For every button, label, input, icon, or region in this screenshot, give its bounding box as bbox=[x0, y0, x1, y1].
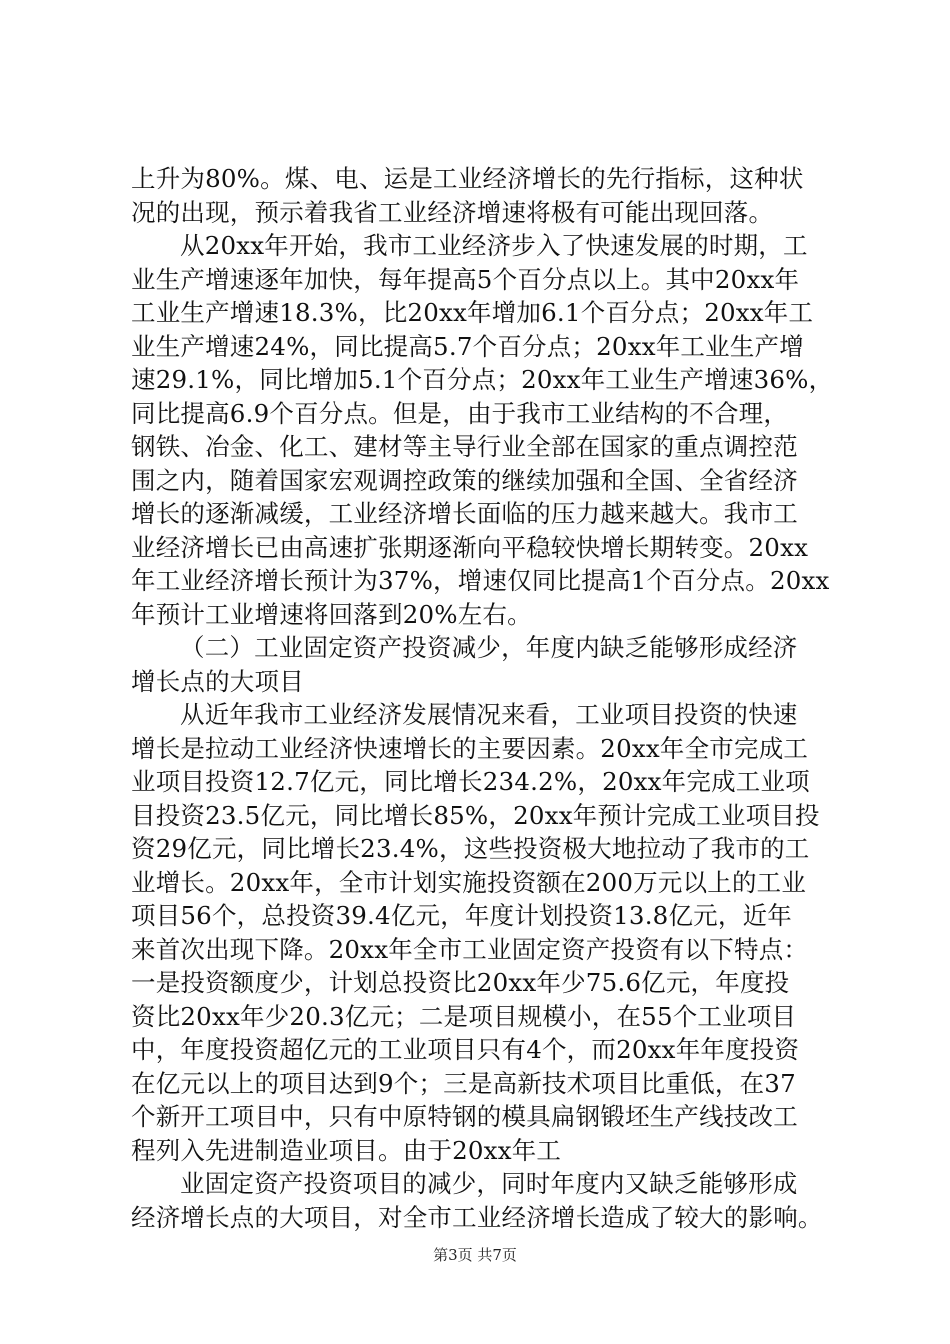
text-line: 业项目投资12.7亿元，同比增长234.2%，20xx年完成工业项 bbox=[131, 767, 810, 796]
section-heading-line: （二）工业固定资产投资减少，年度内缺乏能够形成经济 bbox=[180, 633, 798, 662]
text-line: 速29.1%，同比增加5.1个百分点；20xx年工业生产增速36%， bbox=[131, 365, 834, 394]
text-line: 工业生产增速18.3%，比20xx年增加6.1个百分点；20xx年工 bbox=[131, 298, 814, 327]
text-line: 经济增长点的大项目，对全市工业经济增长造成了较大的影响。 bbox=[131, 1202, 823, 1232]
text-line: 围之内，随着国家宏观调控政策的继续加强和全国、全省经济 bbox=[131, 465, 798, 495]
text-line: 年预计工业增速将回落到20%左右。 bbox=[131, 599, 532, 629]
text-line: 业生产增速逐年加快，每年提高5个百分点以上。其中20xx年 bbox=[131, 264, 800, 294]
text-line: 业经济增长已由高速扩张期逐渐向平稳较快增长期转变。20xx bbox=[131, 532, 809, 562]
text-line: 一是投资额度少，计划总投资比20xx年少75.6亿元，年度投 bbox=[131, 968, 790, 997]
text-line: 况的出现，预示着我省工业经济增速将极有可能出现回落。 bbox=[131, 197, 774, 227]
text-line: 增长是拉动工业经济快速增长的主要因素。20xx年全市完成工 bbox=[131, 733, 809, 763]
text-line: 业生产增速24%，同比提高5.7个百分点；20xx年工业生产增 bbox=[131, 331, 804, 361]
text-line: 增长的逐渐减缓，工业经济增长面临的压力越来越大。我市工 bbox=[131, 499, 798, 528]
text-line: 中，年度投资超亿元的工业项目只有4个，而20xx年年度投资 bbox=[131, 1035, 800, 1064]
paragraph-start-line: 业固定资产投资项目的减少，同时年度内又缺乏能够形成 bbox=[180, 1169, 798, 1198]
text-line: 上升为80%。煤、电、运是工业经济增长的先行指标，这种状 bbox=[131, 164, 804, 193]
text-line: 个新开工项目中，只有中原特钢的模具扁钢锻坯生产线技改工 bbox=[131, 1102, 798, 1131]
page-footer: 第3页 共7页 bbox=[433, 1246, 517, 1264]
text-line: 来首次出现下降。20xx年全市工业固定资产投资有以下特点： bbox=[131, 934, 809, 964]
text-line: 资比20xx年少20.3亿元；二是项目规模小，在55个工业项目 bbox=[131, 1001, 797, 1031]
text-line: 年工业经济增长预计为37%，增速仅同比提高1个百分点。20xx bbox=[131, 566, 830, 595]
paragraph-start-line: 从20xx年开始，我市工业经济步入了快速发展的时期，工 bbox=[180, 231, 808, 260]
text-line: 同比提高6.9个百分点。但是，由于我市工业结构的不合理， bbox=[131, 398, 789, 428]
text-line: 业增长。20xx年，全市计划实施投资额在200万元以上的工业 bbox=[131, 867, 807, 897]
text-line: 程列入先进制造业项目。由于20xx年工 bbox=[131, 1135, 562, 1165]
text-line: 目投资23.5亿元，同比增长85%，20xx年预计完成工业项目投 bbox=[131, 800, 820, 830]
section-heading-line: 增长点的大项目 bbox=[131, 666, 304, 696]
paragraph-start-line: 从近年我市工业经济发展情况来看，工业项目投资的快速 bbox=[180, 700, 798, 729]
text-line: 钢铁、冶金、化工、建材等主导行业全部在国家的重点调控范 bbox=[131, 432, 798, 461]
text-line: 在亿元以上的项目达到9个；三是高新技术项目比重低，在37 bbox=[131, 1068, 796, 1098]
text-line: 项目56个，总投资39.4亿元，年度计划投资13.8亿元，近年 bbox=[131, 901, 792, 930]
text-line: 资29亿元，同比增长23.4%，这些投资极大地拉动了我市的工 bbox=[131, 834, 810, 863]
